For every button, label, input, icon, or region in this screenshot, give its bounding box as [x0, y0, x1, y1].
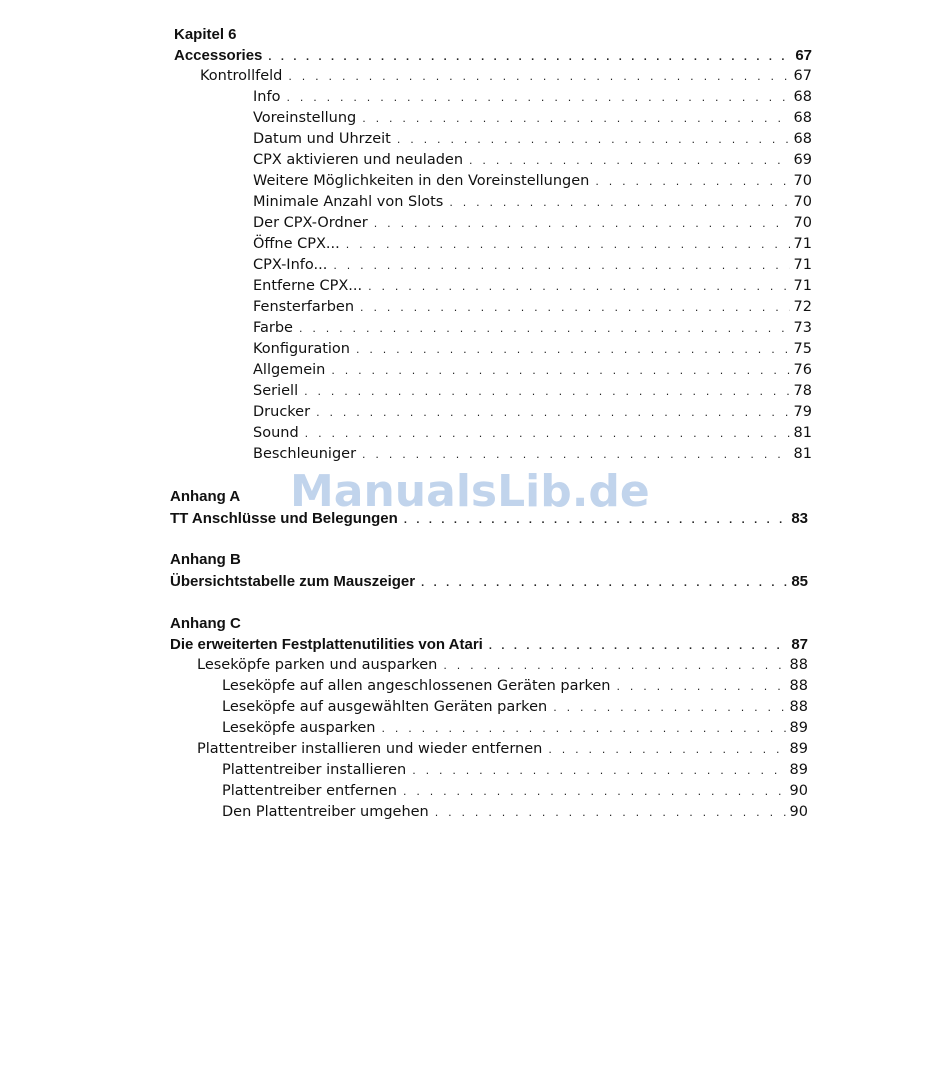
toc-entry-accessories[interactable] — [174, 45, 812, 66]
appendix-heading: Anhang A — [170, 488, 241, 505]
toc-entry-page: 71 — [793, 257, 812, 273]
toc-entry-title: Sound — [253, 425, 299, 441]
toc-entry-page: 79 — [793, 404, 812, 420]
toc-entry-kontrollfeld[interactable] — [200, 66, 812, 87]
toc-entry[interactable] — [253, 402, 812, 423]
dot-leader — [360, 297, 790, 318]
toc-entry[interactable] — [253, 381, 812, 402]
dot-leader — [299, 318, 790, 339]
dot-leader — [449, 192, 789, 213]
toc-entry-page: 89 — [789, 720, 808, 736]
dot-leader — [421, 573, 787, 594]
appendix-heading: Anhang C — [170, 615, 241, 632]
toc-entry[interactable] — [253, 234, 812, 255]
toc-entry-page: 71 — [793, 278, 812, 294]
toc-entry-title: TT Anschlüsse und Belegungen — [170, 510, 398, 527]
toc-entry-page: 67 — [795, 47, 812, 64]
toc-entry-title: Plattentreiber installieren und wieder entfernen — [197, 741, 543, 757]
toc-entry-page: 88 — [789, 678, 808, 694]
toc-entry-title: Übersichtstabelle zum Mauszeiger — [170, 573, 416, 590]
toc-entry-page: 68 — [793, 110, 812, 126]
toc-entry-page: 73 — [793, 320, 812, 336]
toc-entry-page: 70 — [793, 215, 812, 231]
dot-leader — [362, 108, 789, 129]
dot-leader — [553, 697, 785, 718]
toc-entry-title: Seriell — [253, 383, 299, 399]
dot-leader — [362, 444, 790, 465]
dot-leader — [331, 360, 789, 381]
toc-entry[interactable] — [253, 297, 812, 318]
toc-entry-title: Leseköpfe auf allen angeschlossenen Geräten parken — [222, 678, 611, 694]
toc-entry-title: Weitere Möglichkeiten in den Voreinstellungen — [253, 173, 590, 189]
toc-entry[interactable] — [253, 213, 812, 234]
toc-entry-title: Plattentreiber entfernen — [222, 783, 397, 799]
dot-leader — [356, 339, 790, 360]
dot-leader — [469, 150, 790, 171]
toc-entry-title: Entferne CPX... — [253, 278, 363, 294]
dot-leader — [381, 718, 785, 739]
toc-entry[interactable] — [253, 150, 812, 171]
toc-entry[interactable] — [253, 255, 812, 276]
toc-entry-page: 88 — [789, 657, 808, 673]
dot-leader — [403, 781, 786, 802]
toc-entry[interactable] — [222, 697, 808, 718]
dot-leader — [443, 655, 785, 676]
dot-leader — [305, 423, 790, 444]
toc-entry[interactable] — [222, 802, 808, 823]
toc-entry[interactable] — [253, 87, 812, 108]
toc-entry[interactable] — [222, 781, 808, 802]
toc-entry-title: Leseköpfe ausparken — [222, 720, 376, 736]
toc-entry-title: Leseköpfe auf ausgewählten Geräten parken — [222, 699, 548, 715]
toc-entry[interactable] — [253, 423, 812, 444]
dot-leader — [616, 676, 785, 697]
toc-entry-title: Drucker — [253, 404, 311, 420]
toc-entry-page: 69 — [793, 152, 812, 168]
dot-leader — [316, 402, 789, 423]
toc-entry-page: 70 — [793, 194, 812, 210]
toc-entry-title: Fensterfarben — [253, 299, 355, 315]
toc-entry-title: Info — [253, 89, 281, 105]
toc-entry[interactable] — [222, 760, 808, 781]
toc-entry[interactable] — [253, 171, 812, 192]
toc-entry-title: Die erweiterten Festplattenutilities von Atari — [170, 636, 483, 653]
toc-entry[interactable] — [253, 108, 812, 129]
toc-entry-page: 90 — [789, 804, 808, 820]
watermark: ManualsLib.de — [290, 466, 650, 517]
toc-entry[interactable] — [253, 276, 812, 297]
toc-entry-page: 81 — [793, 446, 812, 462]
toc-entry[interactable] — [253, 192, 812, 213]
appendix-heading: Anhang B — [170, 551, 241, 568]
toc-entry-page: 68 — [793, 89, 812, 105]
toc-entry[interactable] — [253, 444, 812, 465]
dot-leader — [368, 276, 789, 297]
dot-leader — [304, 381, 789, 402]
toc-entry-title: Beschleuniger — [253, 446, 357, 462]
toc-entry-title: Minimale Anzahl von Slots — [253, 194, 444, 210]
toc-entry[interactable] — [222, 676, 808, 697]
toc-entry[interactable] — [197, 739, 808, 760]
toc-entry[interactable] — [253, 318, 812, 339]
toc-entry-title: Plattentreiber installieren — [222, 762, 407, 778]
dot-leader — [595, 171, 789, 192]
toc-entry[interactable] — [170, 508, 808, 529]
toc-entry-title: CPX-Info... — [253, 257, 328, 273]
dot-leader — [548, 739, 785, 760]
toc-entry-title: Allgemein — [253, 362, 326, 378]
toc-entry-title: Der CPX-Ordner — [253, 215, 368, 231]
dot-leader — [435, 802, 786, 823]
toc-entry-title: CPX aktivieren und neuladen — [253, 152, 464, 168]
toc-entry[interactable] — [197, 655, 808, 676]
toc-entry-page: 70 — [793, 173, 812, 189]
toc-entry[interactable] — [170, 571, 808, 592]
toc-entry-title: Voreinstellung — [253, 110, 357, 126]
dot-leader — [288, 66, 789, 87]
toc-entry-page: 83 — [791, 510, 808, 527]
dot-leader — [286, 87, 789, 108]
toc-entry-title: Farbe — [253, 320, 293, 336]
toc-entry-title: Konfiguration — [253, 341, 350, 357]
toc-entry-page: 87 — [791, 636, 808, 653]
toc-entry[interactable] — [170, 634, 808, 655]
toc-entry-title: Leseköpfe parken und ausparken — [197, 657, 438, 673]
dot-leader — [397, 129, 790, 150]
toc-entry-page: 88 — [789, 699, 808, 715]
toc-entry-title: Öffne CPX... — [253, 236, 340, 252]
toc-entry[interactable] — [253, 360, 812, 381]
toc-entry[interactable] — [253, 129, 812, 150]
toc-entry-page: 71 — [793, 236, 812, 252]
dot-leader — [268, 47, 791, 68]
toc-entry-page: 81 — [793, 425, 812, 441]
toc-entry-title: Kontrollfeld — [200, 68, 283, 84]
toc-entry-page: 90 — [789, 783, 808, 799]
dot-leader — [374, 213, 790, 234]
toc-entry-page: 89 — [789, 741, 808, 757]
toc-entry-page: 68 — [793, 131, 812, 147]
toc-entry[interactable] — [222, 718, 808, 739]
toc-entry-page: 76 — [793, 362, 812, 378]
toc-entry-page: 72 — [793, 299, 812, 315]
toc-entry-title: Accessories — [174, 47, 263, 64]
toc-entry-page: 85 — [791, 573, 808, 590]
dot-leader — [333, 255, 789, 276]
toc-entry-page: 67 — [793, 68, 812, 84]
toc-entry-title: Den Plattentreiber umgehen — [222, 804, 429, 820]
toc-entry-page: 75 — [793, 341, 812, 357]
dot-leader — [489, 636, 787, 657]
toc-entry[interactable] — [253, 339, 812, 360]
dot-leader — [404, 510, 788, 531]
toc-entry-title: Datum und Uhrzeit — [253, 131, 391, 147]
toc-entry-page: 89 — [789, 762, 808, 778]
dot-leader — [346, 234, 790, 255]
chapter-heading: Kapitel 6 — [174, 26, 237, 43]
dot-leader — [412, 760, 785, 781]
toc-entry-page: 78 — [793, 383, 812, 399]
